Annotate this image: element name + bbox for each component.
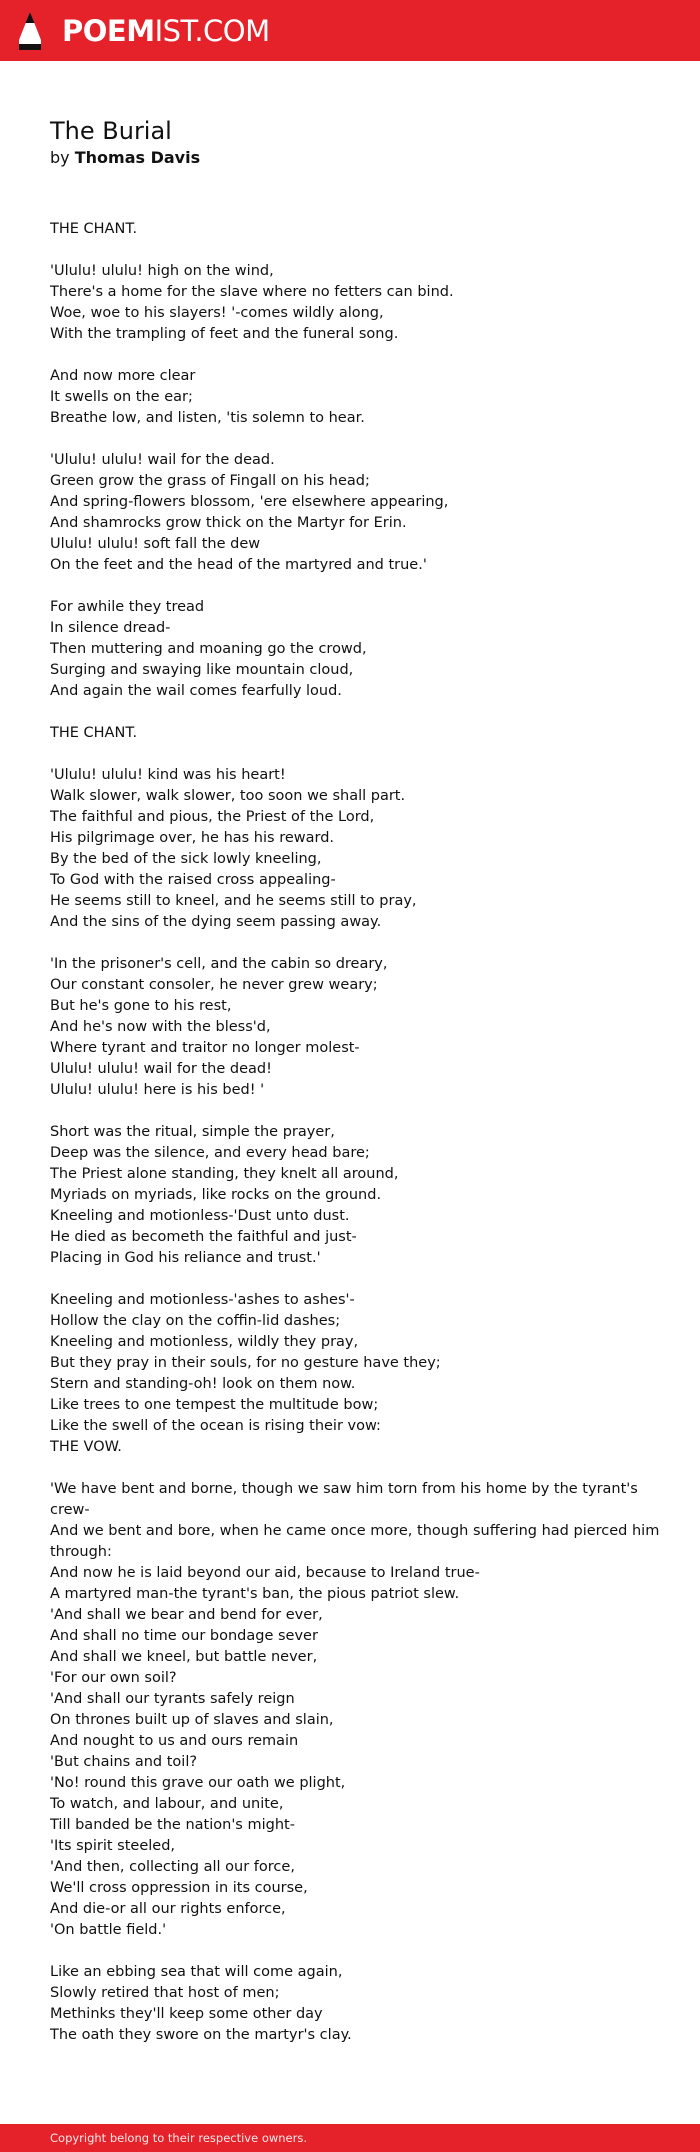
poem-line: Kneeling and motionless-'ashes to ashes'- [50, 1292, 355, 1308]
stanza-break [50, 1941, 660, 1962]
poem-line: And we bent and bore, when he came once more, though suffering had pierced him through: [50, 1523, 660, 1560]
poem-line: 'But chains and toil? [50, 1754, 198, 1770]
poem-line: On the feet and the head of the martyred and true.' [50, 557, 427, 573]
poem-line: And he's now with the bless'd, [50, 1019, 271, 1035]
poem-line: Like an ebbing sea that will come again, [50, 1964, 343, 1980]
poem-line: Methinks they'll keep some other day [50, 2006, 323, 2022]
poem-heading [50, 115, 650, 169]
logo-bold-text: POEM [62, 14, 155, 48]
poem-line: The faithful and pious, the Priest of the Lord, [50, 809, 375, 825]
poem-line: A martyred man-the tyrant's ban, the pious patriot slew. [50, 1586, 460, 1602]
stanza-break [50, 933, 660, 954]
poem-line: 'And then, collecting all our force, [50, 1859, 295, 1875]
pencil-icon[interactable] [16, 10, 44, 52]
poem-line: With the trampling of feet and the funeral song. [50, 326, 399, 342]
poem-line: And die-or all our rights enforce, [50, 1901, 286, 1917]
poem-line: THE VOW. [50, 1439, 122, 1455]
poem-line: Deep was the silence, and every head bare; [50, 1145, 370, 1161]
site-footer [0, 2124, 700, 2152]
poem-line: Woe, woe to his slayers! '-comes wildly along, [50, 305, 384, 321]
poem-line: The oath they swore on the martyr's clay. [50, 2027, 352, 2043]
poem-line: 'And shall we bear and bend for ever, [50, 1607, 323, 1623]
poem-line: Myriads on myriads, like rocks on the ground. [50, 1187, 382, 1203]
poem-line: But they pray in their souls, for no gesture have they; [50, 1355, 441, 1371]
poem-line: Our constant consoler, he never grew weary; [50, 977, 378, 993]
poem-line: 'For our own soil? [50, 1670, 177, 1686]
poem-line: Short was the ritual, simple the prayer, [50, 1124, 335, 1140]
poem-line: Ululu! ululu! here is his bed! ' [50, 1082, 265, 1098]
poem-line: Slowly retired that host of men; [50, 1985, 280, 2001]
poem-line: THE CHANT. [50, 221, 138, 237]
byline [50, 147, 650, 169]
poem-line: And shall no time our bondage sever [50, 1628, 318, 1644]
poem-line: And spring-flowers blossom, 'ere elsewhere appearing, [50, 494, 449, 510]
poem-line: Placing in God his reliance and trust.' [50, 1250, 321, 1266]
poem-line: Like trees to one tempest the multitude bow; [50, 1397, 379, 1413]
stanza-break [50, 429, 660, 450]
stanza-break [50, 1101, 660, 1122]
stanza-break [50, 1269, 660, 1290]
poem-line: For awhile they tread [50, 599, 205, 615]
poem-line: His pilgrimage over, he has his reward. [50, 830, 335, 846]
poem-line: And the sins of the dying seem passing away. [50, 914, 382, 930]
poem-line: To watch, and labour, and unite, [50, 1796, 284, 1812]
author-link[interactable]: Thomas Davis [74, 148, 201, 167]
poem-line: Stern and standing-oh! look on them now. [50, 1376, 356, 1392]
poem-line: 'Ululu! ululu! wail for the dead. [50, 452, 275, 468]
poem-line: Where tyrant and traitor no longer molest- [50, 1040, 360, 1056]
stanza-break [50, 702, 660, 723]
poem-line: 'On battle field.' [50, 1922, 167, 1938]
poem-line: 'In the prisoner's cell, and the cabin so dreary, [50, 956, 388, 972]
poem-line: The Priest alone standing, they knelt all around, [50, 1166, 399, 1182]
poem-line: Ululu! ululu! soft fall the dew [50, 536, 261, 552]
poem-line: 'We have bent and borne, though we saw him torn from his home by the tyrant's crew- [50, 1481, 638, 1518]
poem-line: He seems still to kneel, and he seems still to pray, [50, 893, 417, 909]
poem-line: We'll cross oppression in its course, [50, 1880, 308, 1896]
poem-line: It swells on the ear; [50, 389, 193, 405]
poem-line: In silence dread- [50, 620, 171, 636]
poem-line: Walk slower, walk slower, too soon we shall part. [50, 788, 406, 804]
poem-line: 'Ululu! ululu! high on the wind, [50, 263, 274, 279]
poem-line: And shall we kneel, but battle never, [50, 1649, 318, 1665]
poem-line: There's a home for the slave where no fetters can bind. [50, 284, 454, 300]
poem-line: By the bed of the sick lowly kneeling, [50, 851, 322, 867]
poem-line: 'No! round this grave our oath we plight, [50, 1775, 346, 1791]
poem-line: On thrones built up of slaves and slain, [50, 1712, 334, 1728]
poem-line: And now he is laid beyond our aid, because to Ireland true- [50, 1565, 480, 1581]
stanza-break [50, 345, 660, 366]
poem-line: Green grow the grass of Fingall on his head; [50, 473, 370, 489]
poem-line: 'And shall our tyrants safely reign [50, 1691, 295, 1707]
poem-line: And shamrocks grow thick on the Martyr for Erin. [50, 515, 407, 531]
poem-line: And nought to us and ours remain [50, 1733, 299, 1749]
poem-line: Hollow the clay on the coffin-lid dashes; [50, 1313, 341, 1329]
poem-line: Then muttering and moaning go the crowd, [50, 641, 367, 657]
poem-line: And now more clear [50, 368, 196, 384]
stanza-break [50, 1458, 660, 1479]
poem-line: Surging and swaying like mountain cloud, [50, 662, 354, 678]
poem-line: 'Its spirit steeled, [50, 1838, 176, 1854]
by-label: by [50, 148, 70, 167]
poem-title: The Burial [50, 117, 172, 145]
poem-line: To God with the raised cross appealing- [50, 872, 336, 888]
poem-line: But he's gone to his rest, [50, 998, 232, 1014]
poem-line: THE CHANT. [50, 725, 138, 741]
poem-body [50, 219, 660, 2046]
poem-line: Breathe low, and listen, 'tis solemn to hear. [50, 410, 365, 426]
poem-line: Ululu! ululu! wail for the dead! [50, 1061, 272, 1077]
poem-line: Till banded be the nation's might- [50, 1817, 295, 1833]
stanza-break [50, 240, 660, 261]
poem-line: Like the swell of the ocean is rising their vow: [50, 1418, 381, 1434]
copyright-text: Copyright belong to their respective owners. [50, 2131, 308, 2145]
site-logo[interactable] [62, 13, 270, 49]
stanza-break [50, 744, 660, 765]
poem-line: And again the wail comes fearfully loud. [50, 683, 342, 699]
poem-line: Kneeling and motionless, wildly they pray, [50, 1334, 359, 1350]
logo-light-text: IST.COM [154, 14, 270, 48]
stanza-break [50, 576, 660, 597]
poem-line: He died as becometh the faithful and just- [50, 1229, 357, 1245]
site-header [0, 0, 700, 61]
poem-line: 'Ululu! ululu! kind was his heart! [50, 767, 286, 783]
poem-line: Kneeling and motionless-'Dust unto dust. [50, 1208, 350, 1224]
